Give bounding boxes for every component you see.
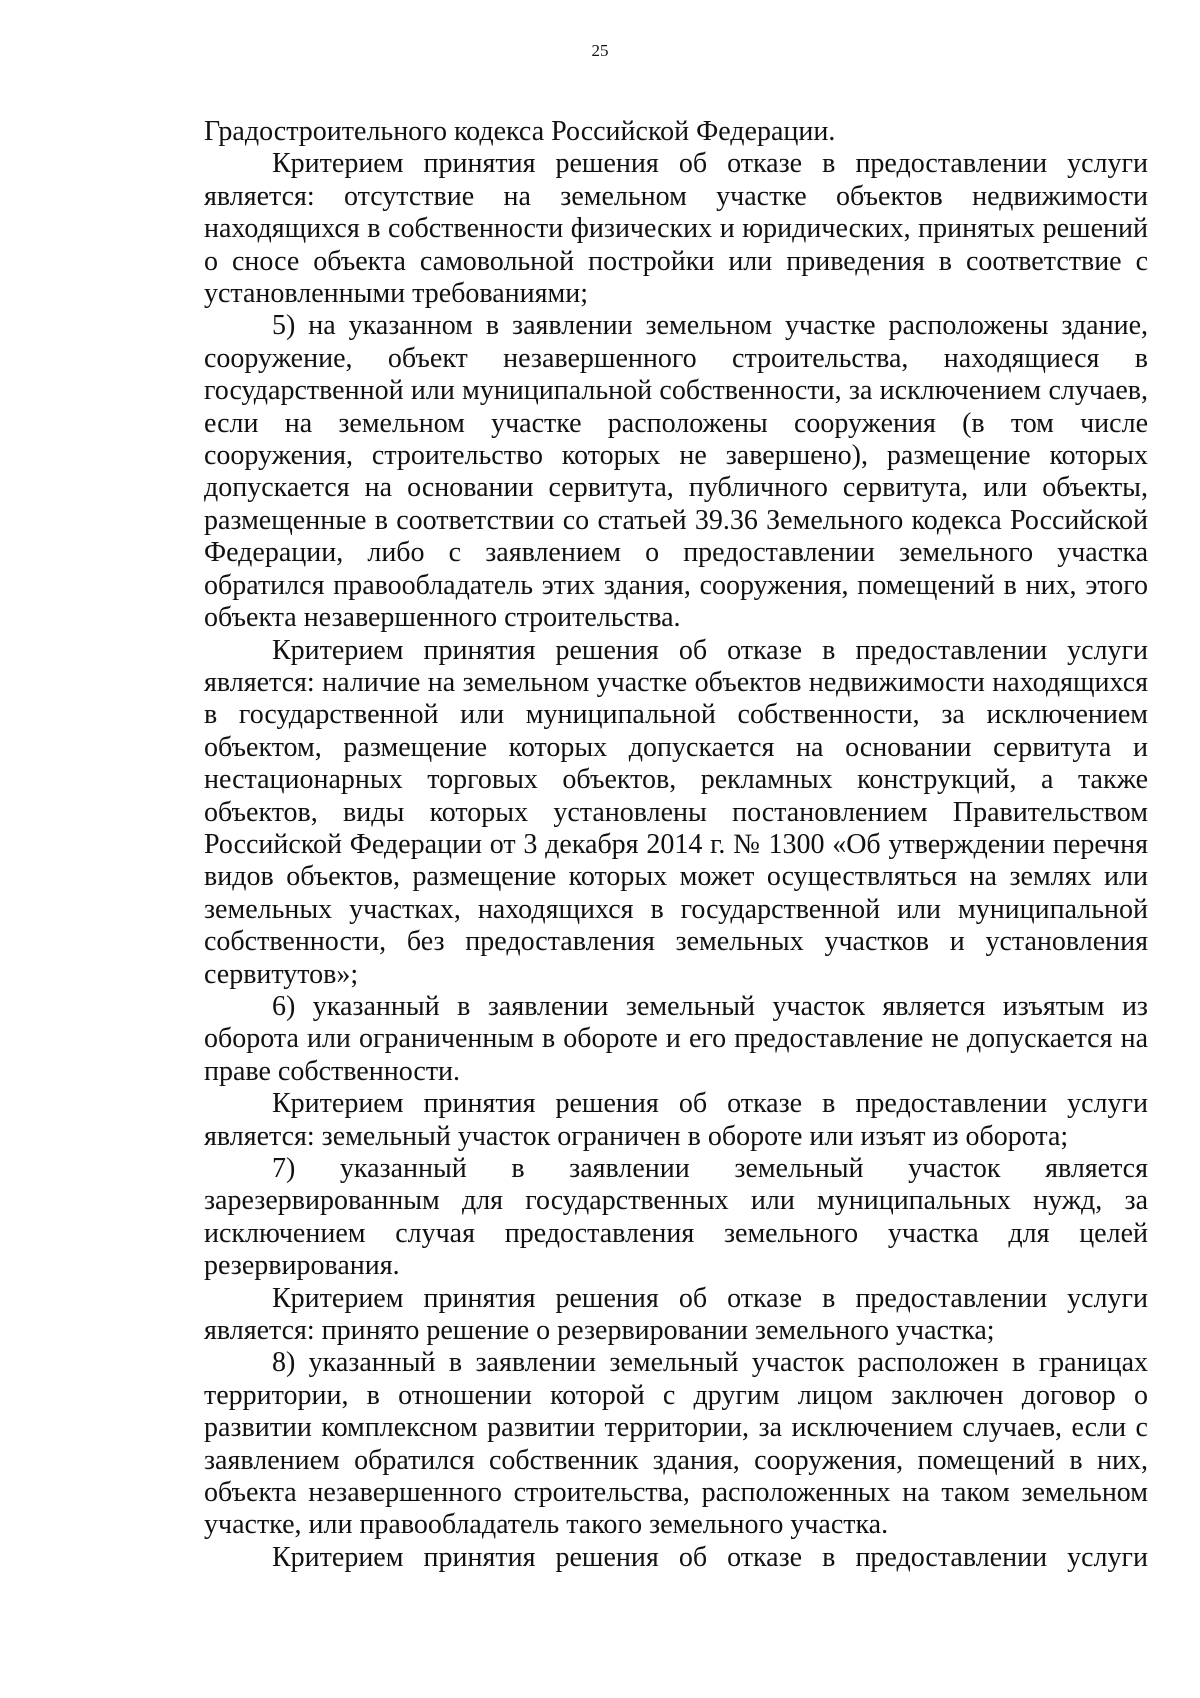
page-number: 25	[591, 41, 609, 60]
paragraph: Критерием принятия решения об отказе в предоставлении услуги	[272, 1541, 1148, 1573]
paragraph: 5) на указанном в заявлении земельном участке расположены здание, сооружение, объект незавершенного строительства, находящиеся в государственной или муниципальной собственности, за исключением случаев, если на земельном участке расположены сооружения (в том числе сооружения, строительство которых не завершено), размещение которых допускается на основании сервитута, публичного сервитута, или объекты, размещенные в соответствии со статьей 39.36 Земельного кодекса Российской Федерации, либо с заявлением о предоставлении земельного участка обратился правообладатель этих здания, сооружения, помещений в них, этого объекта незавершенного строительства.	[204, 310, 1148, 634]
paragraph: Критерием принятия решения об отказе в предоставлении услуги является: отсутствие на земельном участке объектов недвижимости находящихся в собственности физических и юридических, принятых решений о сносе объекта самовольной постройки или приведения в соответствие с установленными требованиями;	[204, 148, 1148, 310]
document-body	[204, 116, 1148, 1574]
paragraph: Критерием принятия решения об отказе в предоставлении услуги является: земельный участок ограничен в обороте или изъят из оборота;	[204, 1088, 1148, 1152]
paragraph: 6) указанный в заявлении земельный участок является изъятым из оборота или ограниченным в обороте и его предоставление не допускается на праве собственности.	[204, 990, 1148, 1087]
paragraph: Критерием принятия решения об отказе в предоставлении услуги является: наличие на земельном участке объектов недвижимости находящихся в государственной или муниципальной собственности, за исключением объектом, размещение которых допускается на основании сервитута и нестационарных торговых объектов, рекламных конструкций, а также объектов, виды которых установлены постановлением Правительством Российской Федерации от 3 декабря 2014 г. № 1300 «Об утверждении перечня видов объектов, размещение которых может осуществляться на землях или земельных участках, находящихся в государственной или муниципальной собственности, без предоставления земельных участков и установления сервитутов»;	[204, 634, 1148, 990]
paragraph: 7) указанный в заявлении земельный участок является зарезервированным для государственных или муниципальных нужд, за исключением случая предоставления земельного участка для целей резервирования.	[204, 1153, 1148, 1282]
paragraph: 8) указанный в заявлении земельный участок расположен в границах территории, в отношении которой с другим лицом заключен договор о развитии комплексном развитии территории, за исключением случаев, если с заявлением обратился собственник здания, сооружения, помещений в них, объекта незавершенного строительства, расположенных на таком земельном участке, или правообладатель такого земельного участка.	[204, 1347, 1148, 1541]
paragraph: Критерием принятия решения об отказе в предоставлении услуги является: принято решение о резервировании земельного участка;	[204, 1282, 1148, 1347]
paragraph: Градостроительного кодекса Российской Федерации.	[204, 116, 836, 147]
